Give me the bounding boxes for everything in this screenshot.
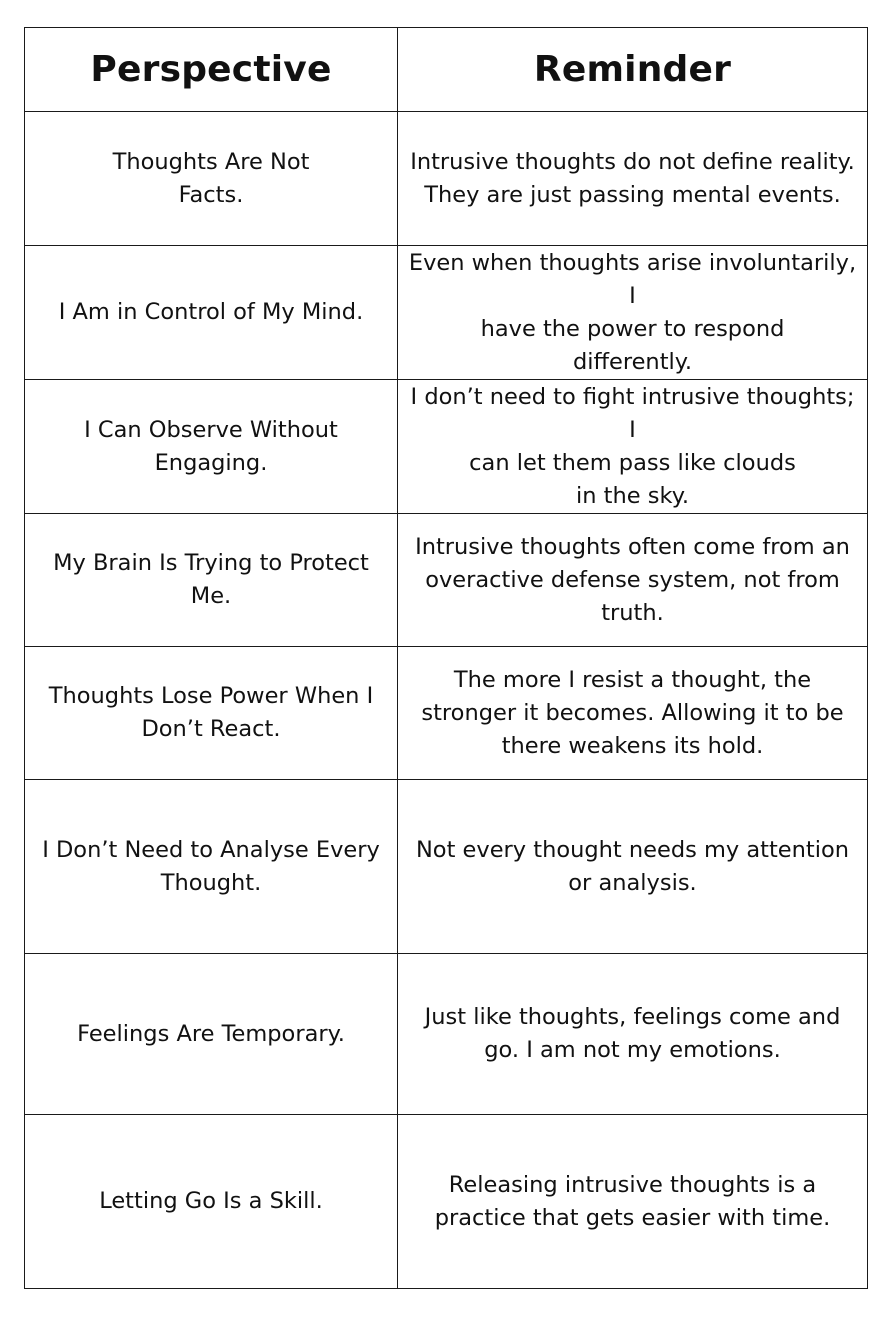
perspective-cell-text <box>53 547 369 613</box>
text-line: Releasing intrusive thoughts is a <box>448 1171 817 1198</box>
table-row <box>25 380 868 514</box>
text-line: practice that gets easier with time. <box>434 1204 831 1231</box>
perspective-cell <box>25 112 398 246</box>
reminder-cell-text <box>404 381 861 513</box>
text-line: I Am in Control of My Mind. <box>58 299 364 325</box>
perspective-cell-text <box>99 1185 323 1218</box>
text-line: truth. <box>601 599 664 626</box>
reminder-cell-text <box>421 664 843 763</box>
text-line: I Can Observe Without <box>84 416 338 443</box>
text-line: overactive defense system, not from <box>425 566 840 593</box>
column-header-reminder: Reminder <box>398 28 868 112</box>
perspective-cell <box>25 780 398 954</box>
text-line: can let them pass like clouds <box>469 449 796 476</box>
text-line: The more I resist a thought, the <box>453 666 812 693</box>
text-line: My Brain Is Trying to Protect <box>53 550 369 576</box>
perspective-cell-text <box>84 414 338 480</box>
text-line: They are just passing mental events. <box>424 181 841 208</box>
text-line: Me. <box>190 583 232 609</box>
table-row <box>25 112 868 246</box>
perspective-cell <box>25 514 398 647</box>
reminder-cell <box>398 954 868 1115</box>
table-row <box>25 1115 868 1289</box>
reminder-cell <box>398 647 868 780</box>
reminder-cell <box>398 514 868 647</box>
perspective-cell <box>25 1115 398 1289</box>
reminder-cell-text <box>404 247 861 379</box>
perspective-cell <box>25 380 398 514</box>
text-line: Just like thoughts, feelings come and <box>424 1004 841 1030</box>
text-line: differently. <box>572 348 693 375</box>
text-line: Thoughts Lose Power When I <box>48 683 374 709</box>
text-line: Not every thought needs my attention <box>415 836 850 863</box>
table-row <box>25 647 868 780</box>
text-line: Thoughts Are Not <box>112 148 310 175</box>
text-line: Thought. <box>160 869 262 896</box>
reminder-cell-text <box>415 531 850 630</box>
perspective-cell <box>25 647 398 780</box>
table-row <box>25 780 868 954</box>
text-line: Facts. <box>178 181 244 208</box>
table-row <box>25 246 868 380</box>
perspective-cell-text <box>113 146 310 212</box>
reminder-cell-text <box>416 834 849 900</box>
text-line: in the sky. <box>576 482 689 509</box>
text-line: Even when thoughts arise involuntarily, I <box>408 249 857 309</box>
text-line: Letting Go Is a Skill. <box>99 1188 323 1214</box>
reminder-cell <box>398 380 868 514</box>
perspective-cell <box>25 954 398 1115</box>
table-row <box>25 954 868 1115</box>
perspective-reminder-table <box>24 27 868 1289</box>
perspective-cell-text <box>49 680 373 746</box>
reminder-cell <box>398 112 868 246</box>
text-line: Don’t React. <box>141 716 281 742</box>
perspective-cell-text <box>59 296 363 329</box>
perspective-cell-text <box>42 834 380 900</box>
header-row <box>25 28 868 112</box>
reminder-cell <box>398 246 868 380</box>
text-line: I don’t need to fight intrusive thoughts; I <box>410 383 855 443</box>
text-line: or analysis. <box>568 869 697 896</box>
text-line: stronger it becomes. Allowing it to be <box>421 699 844 726</box>
text-line: I Don’t Need to Analyse Every <box>42 836 380 863</box>
column-header-perspective: Perspective <box>25 28 398 112</box>
perspective-cell <box>25 246 398 380</box>
reminder-cell-text <box>425 1001 841 1067</box>
text-line: there weakens its hold. <box>501 732 764 759</box>
perspective-cell-text <box>77 1018 345 1051</box>
text-line: have the power to respond <box>480 315 785 342</box>
text-line: Intrusive thoughts do not define reality. <box>410 148 855 175</box>
text-line: Intrusive thoughts often come from an <box>415 533 850 560</box>
text-line: Feelings Are Temporary. <box>77 1020 345 1047</box>
reminder-cell <box>398 1115 868 1289</box>
reminder-cell-text <box>435 1169 831 1235</box>
table-row <box>25 514 868 647</box>
reminder-cell <box>398 780 868 954</box>
reminder-cell-text <box>410 146 855 212</box>
text-line: Engaging. <box>154 449 268 476</box>
text-line: go. I am not my emotions. <box>484 1037 781 1063</box>
